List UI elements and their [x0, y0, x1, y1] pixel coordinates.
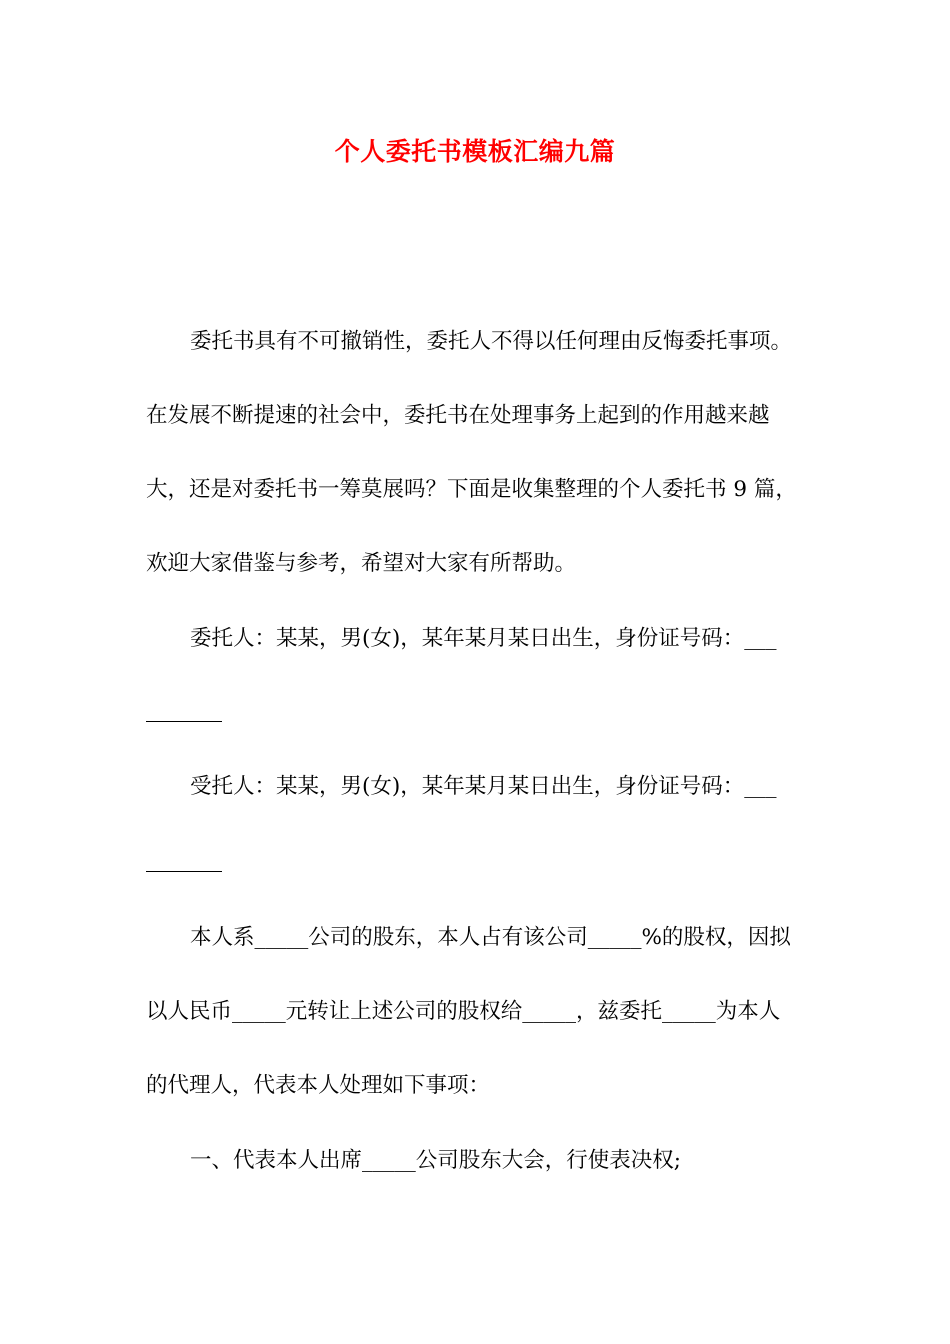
paragraph-line: 的代理人，代表本人处理如下事项：: [146, 1073, 491, 1098]
principal-line: 委托人：某某，男(女)，某年某月某日出生，身份证号码：___: [190, 626, 777, 651]
id-blank-underline: [146, 721, 222, 722]
paragraph-line: 在发展不断提速的社会中，委托书在处理事务上起到的作用越来越: [146, 403, 770, 428]
agent-line: 受托人：某某，男(女)，某年某月某日出生，身份证号码：___: [190, 774, 777, 799]
document-title: 个人委托书模板汇编九篇: [334, 137, 616, 166]
paragraph-line: 本人系_____公司的股东，本人占有该公司_____%的股权，因拟: [190, 925, 791, 950]
item-line: 一、代表本人出席_____公司股东大会，行使表决权;: [190, 1148, 681, 1173]
paragraph-line: 大，还是对委托书一筹莫展吗？下面是收集整理的个人委托书 9 篇，: [146, 477, 797, 502]
paragraph-line: 以人民币_____元转让上述公司的股权给_____，兹委托_____为本人: [146, 999, 781, 1024]
paragraph-line: 欢迎大家借鉴与参考，希望对大家有所帮助。: [146, 551, 577, 576]
paragraph-line: 委托书具有不可撤销性，委托人不得以任何理由反悔委托事项。: [190, 329, 793, 354]
id-blank-underline: [146, 871, 222, 872]
